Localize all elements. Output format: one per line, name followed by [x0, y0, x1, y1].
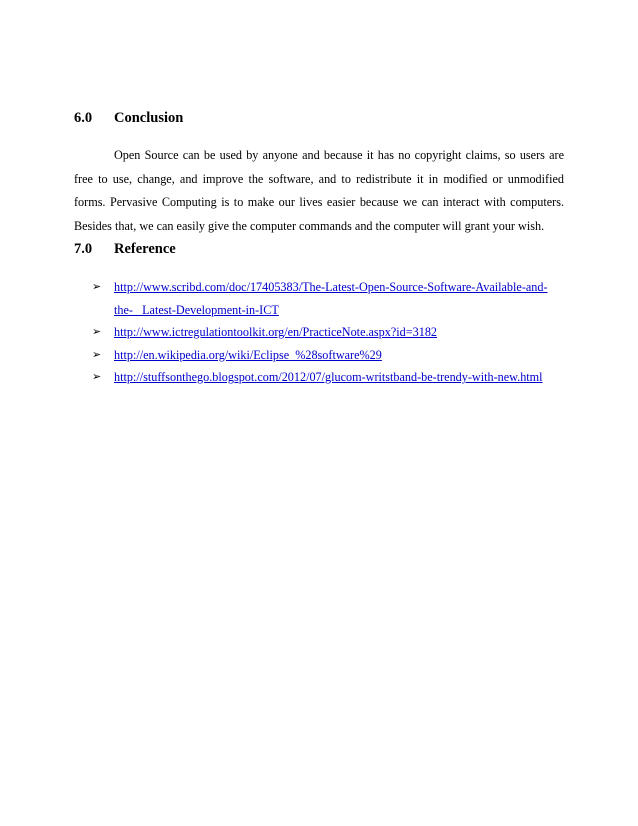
conclusion-section-number: 6.0	[74, 110, 93, 126]
arrow-bullet-icon: ➢	[92, 370, 102, 383]
reference-link-1-line-1[interactable]: http://www.scribd.com/doc/17405383/The-Latest-Open-Source-Software-Available-and-	[114, 280, 548, 294]
reference-list-item	[92, 321, 572, 344]
reference-section-title: Reference	[114, 241, 176, 257]
arrow-bullet-icon: ➢	[92, 325, 102, 338]
reference-list-item	[92, 276, 572, 321]
reference-link-2[interactable]: http://www.ictregulationtoolkit.org/en/PracticeNote.aspx?id=3182	[114, 325, 438, 339]
reference-list-item	[92, 366, 572, 389]
reference-section-number: 7.0	[74, 241, 93, 257]
arrow-bullet-icon: ➢	[92, 347, 102, 361]
conclusion-paragraph: Open Source can be used by anyone and because it has no copyright claims, so users are free to use, change, and improve the software, and to redistribute it in modified or unmodified forms. Pervasive Computing is to make our lives easier because we can interact with computers. Besides that, we can easily give the computer commands and the computer will grant your wish.	[74, 148, 564, 233]
reference-list	[92, 276, 572, 389]
reference-link-3[interactable]: http://en.wikipedia.org/wiki/Eclipse_%28software%29	[114, 347, 382, 362]
reference-list-item	[92, 344, 572, 367]
arrow-bullet-icon: ➢	[92, 280, 102, 293]
reference-link-1-line-2[interactable]: the- Latest-Development-in-ICT	[114, 302, 279, 317]
conclusion-section-title: Conclusion	[114, 110, 184, 126]
reference-link-4[interactable]: http://stuffsonthego.blogspot.com/2012/07/glucom-writstband-be-trendy-with-new.html	[114, 370, 543, 384]
